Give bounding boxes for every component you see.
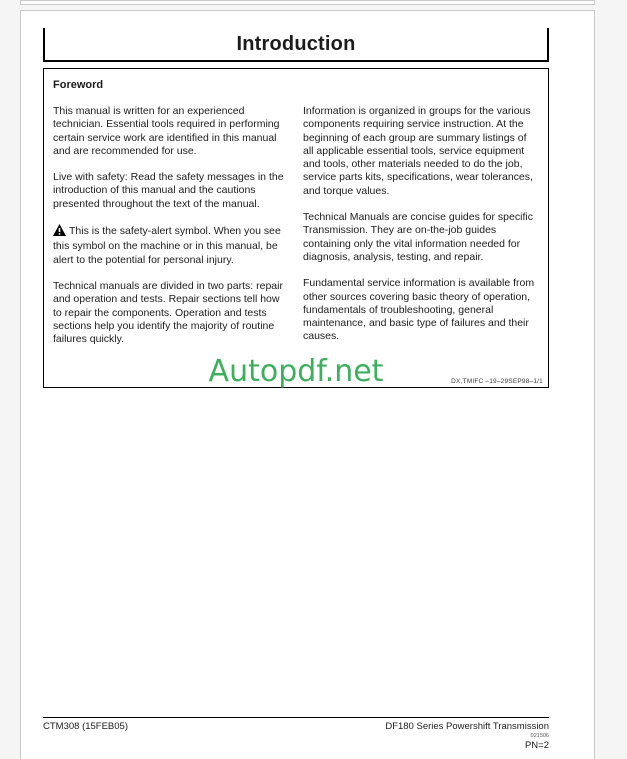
paragraph: This manual is written for an experienced technician. Essential tools required in performing certain service work are identified in this manual and are recommended for use.	[53, 105, 280, 157]
left-column	[53, 105, 289, 359]
footer-manual-code: CTM308 (15FEB05)	[43, 721, 129, 732]
paragraph-text: This is the safety-alert symbol. When you see this symbol on the machine or in this manual, be alert to the potential for personal injury.	[53, 225, 281, 266]
paragraph: Technical manuals are divided in two parts: repair and operation and tests. Repair sections tell how to repair the components. Operation and tests sections help you identify the majority of routine failures quickly.	[53, 279, 283, 346]
right-column	[303, 105, 539, 359]
document-reference-code: DX,TMIFC –19–29SEP98–1/1	[451, 378, 543, 385]
page-title: Introduction	[236, 32, 356, 55]
footer-row	[43, 721, 549, 732]
document-page	[20, 10, 595, 759]
page-footer	[43, 717, 549, 751]
paragraph: Fundamental service information is available from other sources covering basic theory of operation, fundamentals of troubleshooting, general maintenance, and basic type of failures and their causes.	[303, 277, 535, 343]
paragraph: Live with safety: Read the safety messages in the introduction of this manual and the cautions presented throughout the text of the manual.	[53, 171, 284, 210]
footer-manual-title: DF180 Series Powershift Transmission	[385, 721, 549, 732]
chapter-title-block	[43, 28, 549, 62]
two-column-text	[53, 105, 539, 359]
paragraph	[53, 224, 289, 267]
section-heading: Foreword	[53, 79, 104, 91]
watermark-text: Autopdf.net	[208, 354, 384, 389]
foreword-section	[43, 68, 549, 388]
paragraph: Technical Manuals are concise guides for specific Transmission. They are on-the-job guides containing only the vital information needed for diagnosis, analysis, testing, and repair.	[303, 211, 533, 263]
paragraph: Information is organized in groups for the various components requiring service instruction. At the beginning of each group are summary listings of all applicable essential tools, service equipment and tools, other materials needed to do the job, service parts kits, specifications, wear tolerances, and torque values.	[303, 105, 533, 197]
footer-print-code: 021506	[530, 733, 549, 739]
safety-alert-icon	[53, 224, 66, 240]
previous-page-sliver	[20, 0, 595, 5]
footer-page-number: PN=2	[524, 740, 549, 751]
